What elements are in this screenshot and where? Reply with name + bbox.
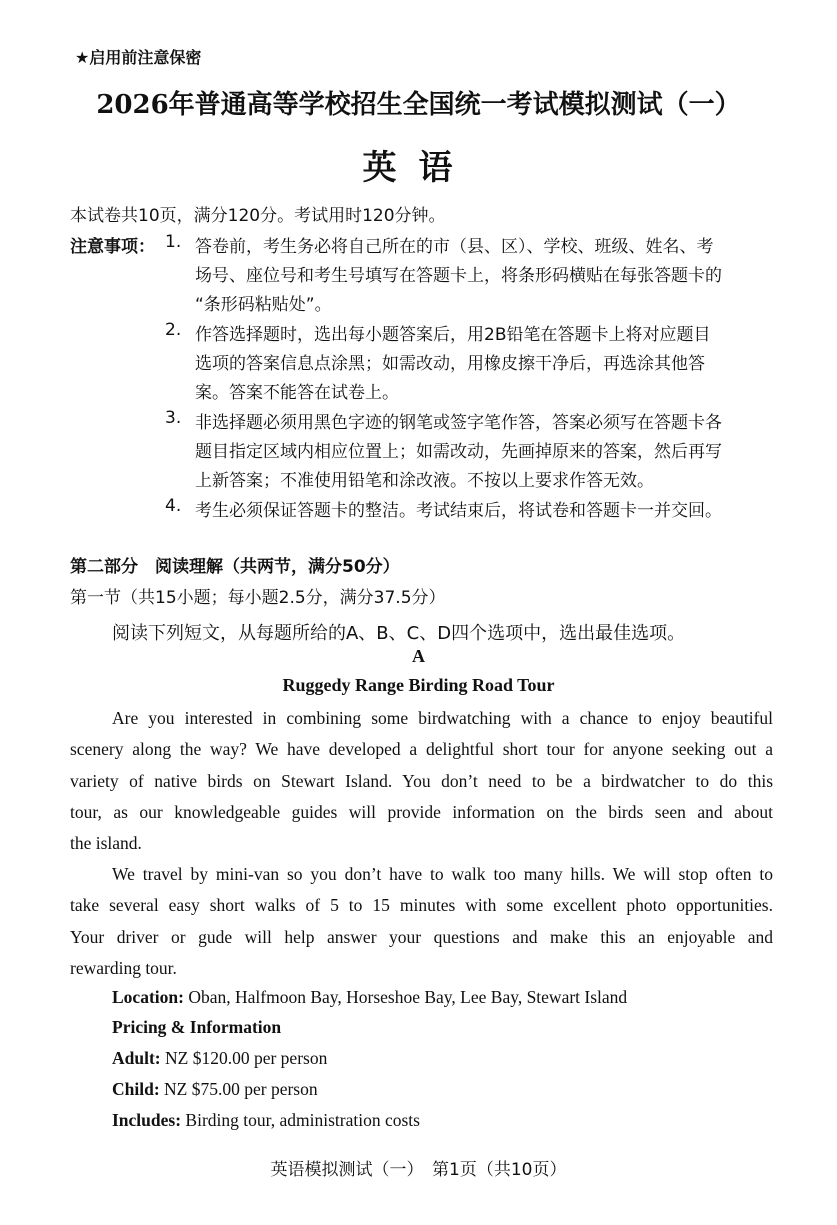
page-footer: 英语模拟测试（一） 第1页（共10页） bbox=[270, 1160, 567, 1180]
notice-item-line: 作答选择题时，选出每小题答案后，用2B铅笔在答题卡上将对应题目 bbox=[195, 325, 711, 345]
includes-label: Includes: bbox=[112, 1110, 182, 1130]
location-label: Location: bbox=[112, 987, 184, 1007]
includes-value: Birding tour, administration costs bbox=[181, 1110, 420, 1130]
passage-line: the island. bbox=[70, 833, 142, 853]
section1-heading: 第一节（共15小题；每小题2.5分，满分37.5分） bbox=[70, 588, 446, 608]
pricing-heading-text: Pricing & Information bbox=[112, 1017, 282, 1037]
notice-item-line: 答卷前，考生务必将自己所在的市（县、区）、学校、班级、姓名、考 bbox=[195, 237, 714, 257]
notice-item-line: 非选择题必须用黑色字迹的钢笔或签字笔作答，答案必须写在答题卡各 bbox=[195, 413, 722, 433]
passage-line: variety of native birds on Stewart Island. You don’t need to be a birdwatcher to do this bbox=[70, 771, 773, 791]
notice-item-line: 选项的答案信息点涂黑；如需改动，用橡皮擦干净后，再选涂其他答 bbox=[195, 354, 705, 374]
intro-text: 本试卷共10页，满分120分。考试用时120分钟。 bbox=[70, 206, 446, 226]
child-label: Child: bbox=[112, 1079, 160, 1099]
notice-item-number: 2. bbox=[165, 320, 182, 340]
passage-letter: A bbox=[412, 646, 425, 666]
passage-line: Your driver or gude will help answer your questions and make this an enjoyable and bbox=[70, 927, 773, 947]
notice-item-line: 案。答案不能答在试卷上。 bbox=[195, 383, 399, 403]
adult-value: NZ $120.00 per person bbox=[160, 1048, 328, 1068]
notice-label: 注意事项： bbox=[70, 237, 155, 257]
notice-item-number: 1. bbox=[165, 232, 182, 252]
child-value: NZ $75.00 per person bbox=[159, 1079, 318, 1099]
adult-label: Adult: bbox=[112, 1048, 161, 1068]
location-value: Oban, Halfmoon Bay, Horseshoe Bay, Lee Bay, Stewart Island bbox=[183, 987, 628, 1007]
notice-item-line: 考生必须保证答题卡的整洁。考试结束后，将试卷和答题卡一并交回。 bbox=[195, 501, 722, 521]
notice-item-number: 3. bbox=[165, 408, 182, 428]
passage-line: take several easy short walks of 5 to 15 minutes with some excellent photo opportunities. bbox=[70, 895, 773, 915]
adult-row bbox=[112, 1048, 327, 1069]
passage-line: tour, as our knowledgeable guides will provide information on the birds seen and about bbox=[70, 802, 773, 822]
section-instruction: 阅读下列短文，从每题所给的A、B、C、D四个选项中，选出最佳选项。 bbox=[112, 623, 686, 644]
notice-item-line: “条形码粘贴处”。 bbox=[195, 295, 332, 315]
notice-item-line: 题目指定区域内相应位置上；如需改动，先画掉原来的答案，然后再写 bbox=[195, 442, 722, 462]
pricing-heading bbox=[112, 1017, 281, 1038]
notice-item-number: 4. bbox=[165, 496, 182, 516]
passage-title: Ruggedy Range Birding Road Tour bbox=[282, 675, 555, 695]
part2-heading: 第二部分 阅读理解（共两节，满分50分） bbox=[70, 557, 400, 577]
location-row bbox=[112, 987, 627, 1008]
notice-item-line: 上新答案；不准使用铅笔和涂改液。不按以上要求作答无效。 bbox=[195, 471, 654, 491]
confidential-label: ★启用前注意保密 bbox=[75, 48, 202, 67]
passage-line: We travel by mini-van so you don’t have to walk too many hills. We will stop often to bbox=[112, 864, 773, 884]
subject-title: 英语 bbox=[362, 148, 475, 188]
notice-item-line: 场号、座位号和考生号填写在答题卡上，将条形码横贴在每张答题卡的 bbox=[195, 266, 722, 286]
child-row bbox=[112, 1079, 318, 1100]
includes-row bbox=[112, 1110, 420, 1131]
passage-line: Are you interested in combining some birdwatching with a chance to enjoy beautiful bbox=[112, 708, 773, 728]
passage-line: rewarding tour. bbox=[70, 958, 177, 978]
exam-title: 2026年普通高等学校招生全国统一考试模拟测试（一） bbox=[96, 90, 741, 120]
passage-line: scenery along the way? We have developed a delightful short tour for anyone seeking out a bbox=[70, 739, 773, 759]
